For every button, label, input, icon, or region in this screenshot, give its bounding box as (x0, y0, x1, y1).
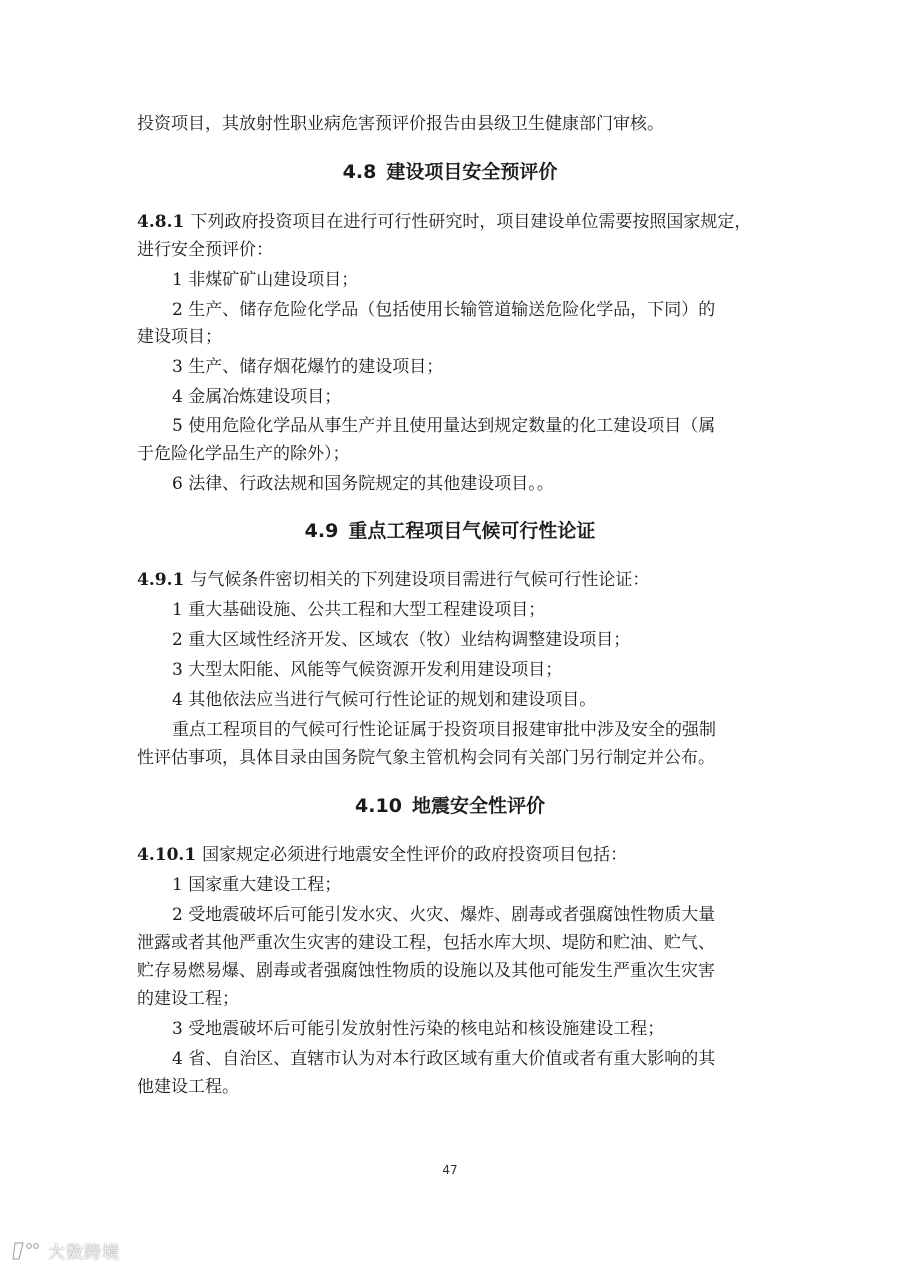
list-item: 2 重大区域性经济开发、区域农（牧）业结构调整建设项目； (172, 630, 631, 650)
clause-number: 4.9.1 (137, 570, 185, 590)
clause-number: 4.8.1 (137, 212, 185, 232)
section-heading-4-10 (0, 791, 900, 821)
list-item: 4 其他依法应当进行气候可行性论证的规划和建设项目。 (172, 690, 597, 710)
list-item: 5 使用危险化学品从事生产并且使用量达到规定数量的化工建设项目（属 (172, 416, 716, 436)
list-item: 1 重大基础设施、公共工程和大型工程建设项目； (172, 600, 546, 620)
list-item: 3 受地震破坏后可能引发放射性污染的核电站和核设施建设工程； (172, 1019, 665, 1039)
clause-number: 4.10.1 (137, 845, 197, 865)
clause-text: 与气候条件密切相关的下列建设项目需进行气候可行性论证： (190, 570, 650, 590)
list-item: 3 大型太阳能、风能等气候资源开发利用建设项目； (172, 660, 563, 680)
paragraph: 重点工程项目的气候可行性论证属于投资项目报建审批中涉及安全的强制 (172, 720, 716, 740)
list-item: 4 金属冶炼建设项目； (172, 387, 342, 407)
list-item-continued: 的建设工程； (137, 989, 239, 1009)
list-item-continued: 于危险化学品生产的除外）； (137, 444, 350, 464)
list-item-continued: 他建设工程。 (137, 1077, 239, 1097)
list-item: 2 生产、储存危险化学品（包括使用长输管道输送危险化学品，下同）的 (172, 300, 716, 320)
list-item-continued: 建设项目； (137, 327, 222, 347)
list-item: 3 生产、储存烟花爆竹的建设项目； (172, 357, 444, 377)
list-item: 1 非煤矿矿山建设项目； (172, 270, 359, 290)
clause-4-9-1 (137, 566, 649, 594)
list-item: 6 法律、行政法规和国务院规定的其他建设项目。。 (172, 474, 554, 494)
clause-text: 国家规定必须进行地震安全性评价的政府投资项目包括： (202, 845, 628, 865)
section-heading-4-9 (0, 516, 900, 546)
watermark-logo-icon (12, 1240, 42, 1262)
watermark-text: 大数跨境 (48, 1243, 120, 1263)
clause-4-10-1 (137, 841, 627, 869)
watermark (12, 1238, 120, 1263)
list-item-continued: 贮存易燃易爆、剧毒或者强腐蚀性物质的设施以及其他可能发生严重次生灾害 (137, 961, 715, 981)
section-number: 4.9 (304, 520, 339, 542)
section-number: 4.8 (342, 161, 377, 183)
section-title: 重点工程项目气候可行性论证 (348, 520, 596, 542)
section-title: 建设项目安全预评价 (386, 161, 558, 183)
page-number: 47 (442, 1163, 458, 1177)
section-number: 4.10 (355, 795, 402, 817)
clause-4-8-1 (137, 208, 751, 236)
list-item: 1 国家重大建设工程； (172, 875, 342, 895)
clause-text-continued: 进行安全预评价： (137, 240, 273, 260)
intro-line: 投资项目，其放射性职业病危害预评价报告由县级卫生健康部门审核。 (137, 114, 664, 134)
list-item: 2 受地震破坏后可能引发水灾、火灾、爆炸、剧毒或者强腐蚀性物质大量 (172, 905, 716, 925)
section-title: 地震安全性评价 (411, 795, 545, 817)
section-heading-4-8 (0, 157, 900, 187)
clause-text: 下列政府投资项目在进行可行性研究时，项目建设单位需要按照国家规定， (190, 212, 752, 232)
list-item-continued: 泄露或者其他严重次生灾害的建设工程，包括水库大坝、堤防和贮油、贮气、 (137, 933, 715, 953)
paragraph-continued: 性评估事项，具体目录由国务院气象主管机构会同有关部门另行制定并公布。 (137, 748, 715, 768)
list-item: 4 省、自治区、直辖市认为对本行政区域有重大价值或者有重大影响的其 (172, 1049, 716, 1069)
